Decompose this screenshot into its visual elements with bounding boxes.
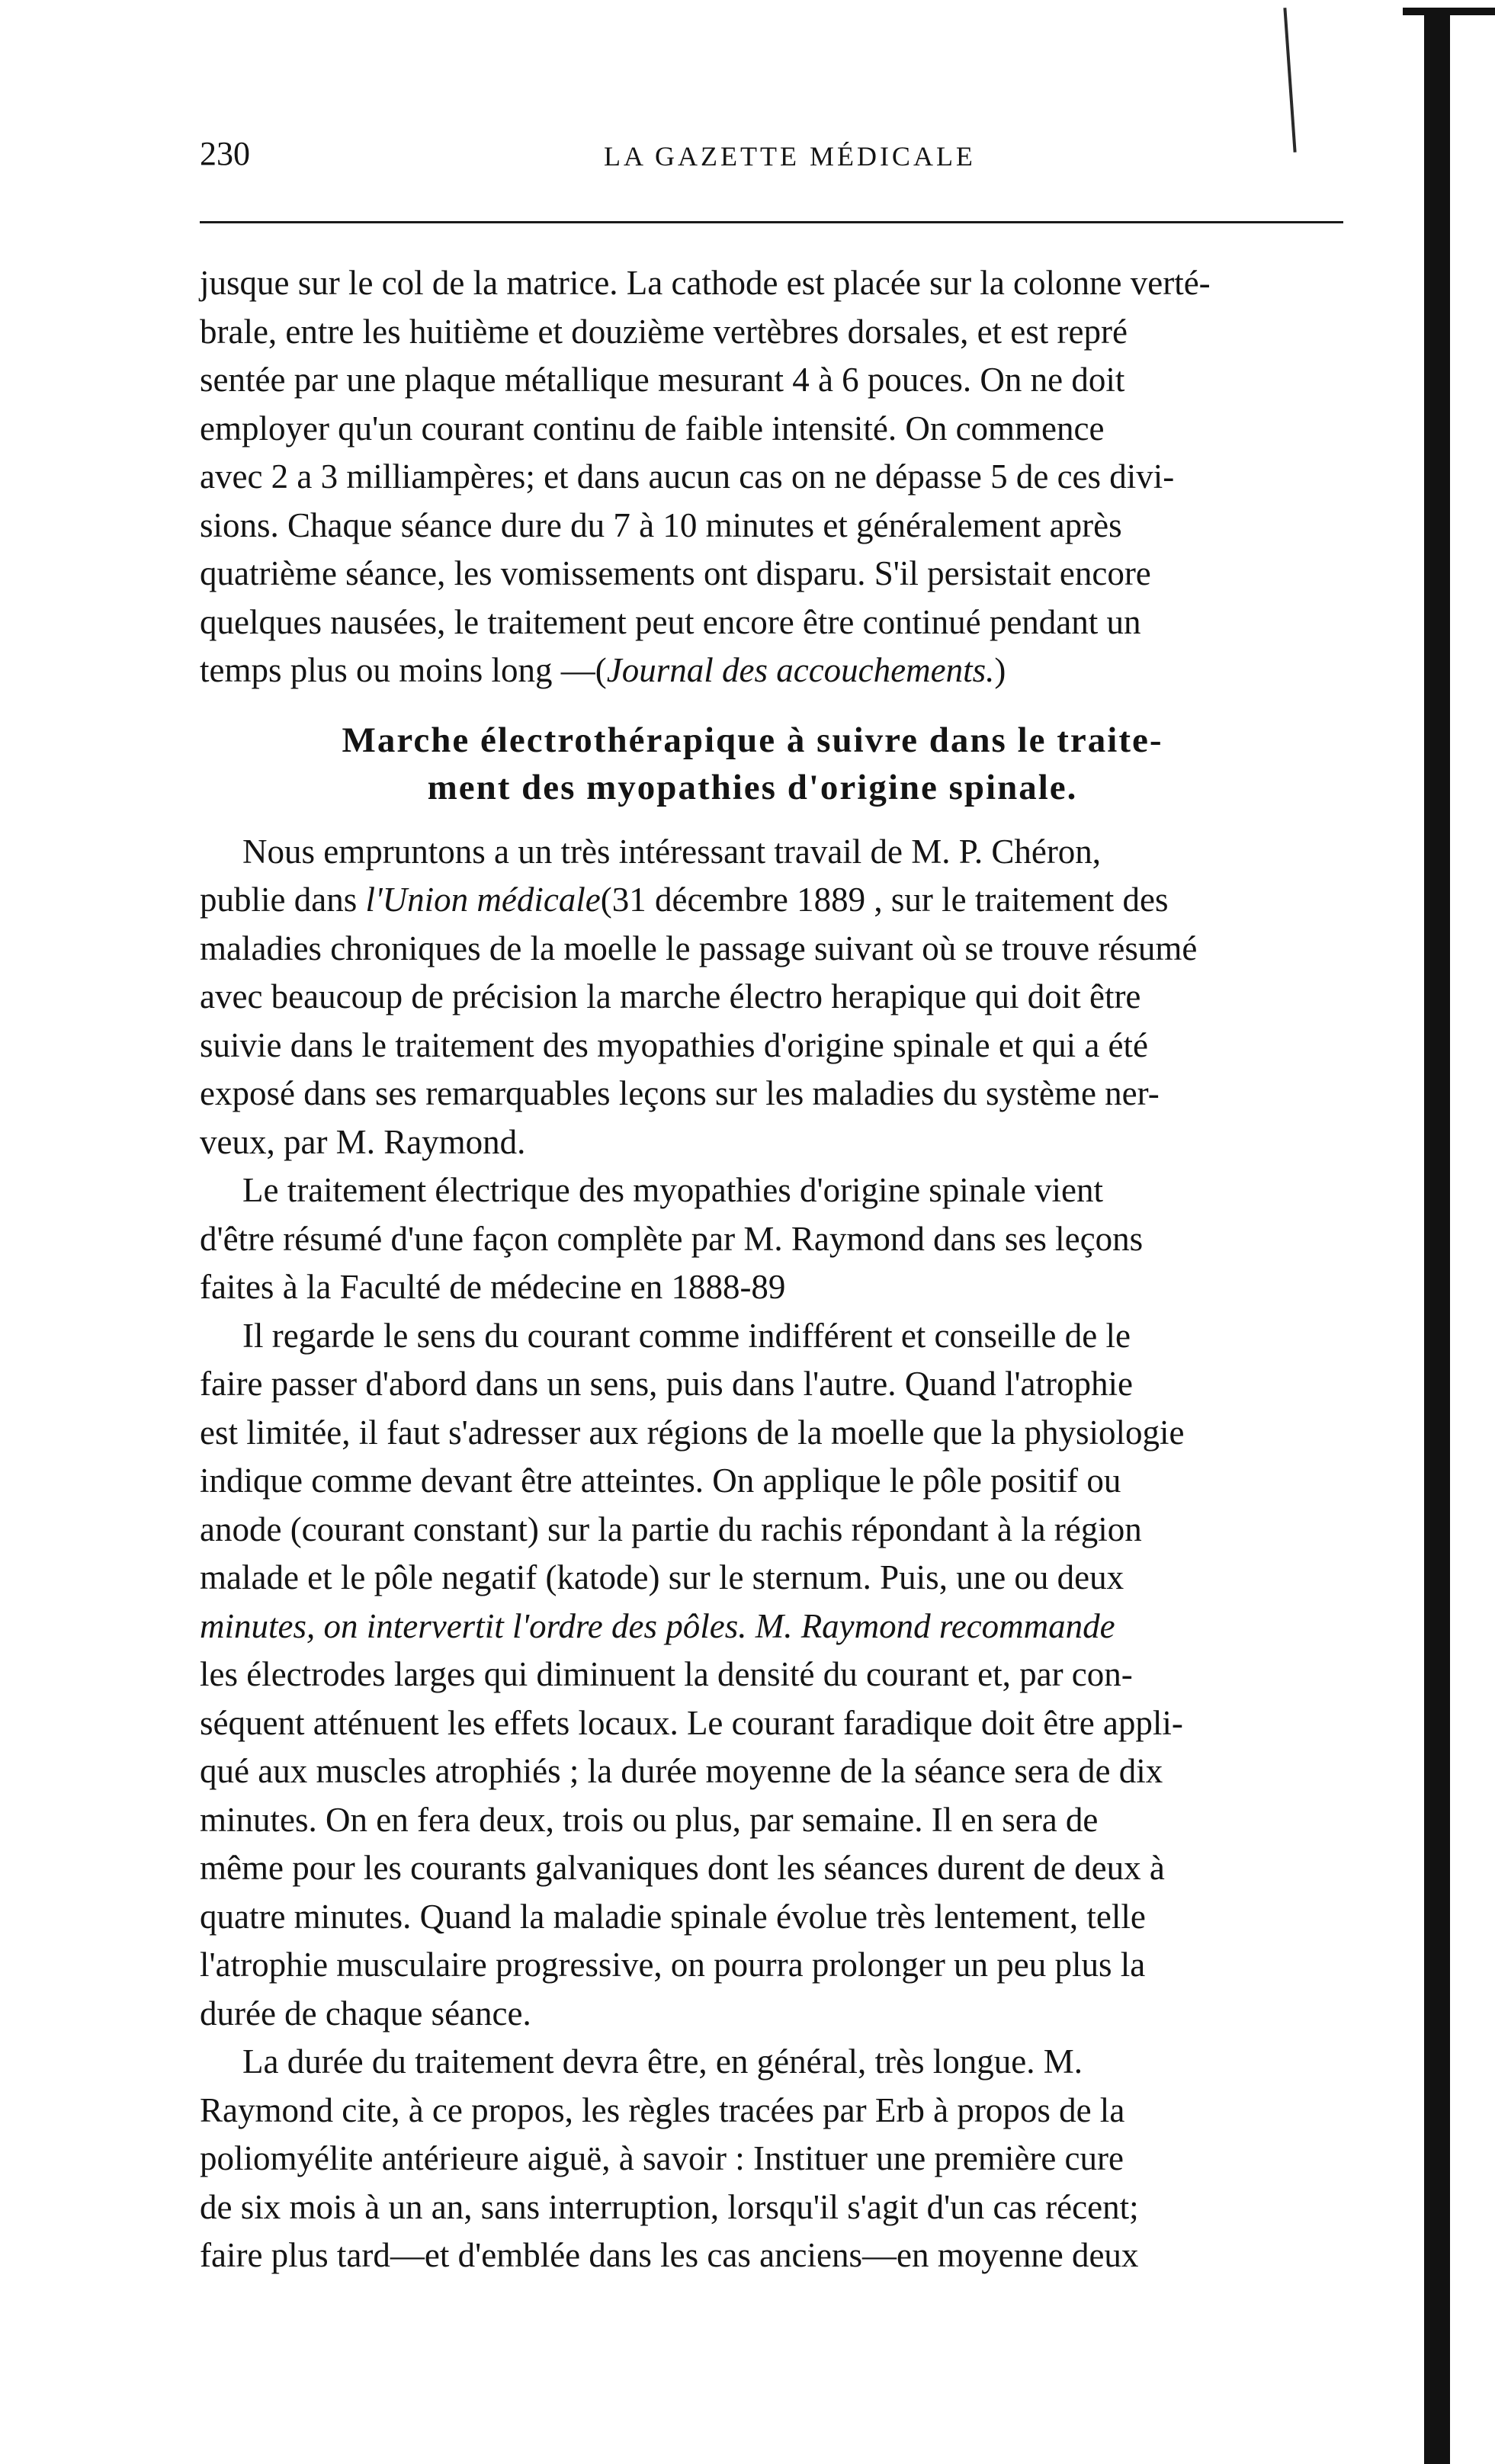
text-fragment: temps plus ou moins long —(	[200, 651, 607, 689]
text-line: employer qu'un courant continu de faible intensité. On commence	[200, 409, 1105, 448]
text-line: durée de chaque séance.	[200, 1994, 531, 2032]
text-line: suivie dans le traitement des myopathies d'origine spinale et qui a été	[200, 1025, 1149, 1064]
text-line: veux, par M. Raymond.	[200, 1122, 526, 1161]
text-line: avec 2 a 3 milliampères; et dans aucun cas on ne dépasse 5 de ces divi-	[200, 457, 1175, 496]
text-line: exposé dans ses remarquables leçons sur les maladies du système ner-	[200, 1074, 1160, 1112]
text-line: sentée par une plaque métallique mesurant 4 à 6 pouces. On ne doit	[200, 361, 1125, 399]
text-line: Le traitement électrique des myopathies d'origine spinale vient	[242, 1171, 1103, 1209]
text-line: Il regarde le sens du courant comme indifférent et conseille de le	[242, 1316, 1131, 1355]
heading-line: Marche électrothérapique à suivre dans le traite-	[342, 720, 1163, 760]
text-line	[200, 876, 1374, 925]
paragraph	[200, 1312, 1374, 2039]
text-fragment: M. Raymond recommande	[755, 1606, 1115, 1645]
text-line: faire passer d'abord dans un sens, puis dans l'autre. Quand l'atrophie	[200, 1365, 1133, 1403]
text-fragment: publie dans	[200, 881, 366, 919]
text-fragment: )	[994, 651, 1006, 689]
text-line	[200, 646, 1374, 695]
text-line: malade et le pôle negatif (katode) sur le sternum. Puis, une ou deux	[200, 1558, 1124, 1596]
text-line: quatre minutes. Quand la maladie spinale évolue très lentement, telle	[200, 1897, 1146, 1936]
heading-line: ment des myopathies d'origine spinale.	[427, 767, 1078, 807]
text-line: faites à la Faculté de médecine en 1888-89	[200, 1268, 786, 1306]
journal-title: l'Union médicale	[365, 881, 601, 919]
binding-edge	[1424, 8, 1450, 2464]
text-line: faire plus tard—et d'emblée dans les cas anciens—en moyenne deux	[200, 2236, 1139, 2274]
text-line: séquent atténuent les effets locaux. Le courant faradique doit être appli-	[200, 1703, 1183, 1742]
text-line: sions. Chaque séance dure du 7 à 10 minutes et généralement après	[200, 505, 1122, 544]
text-line: indique comme devant être atteintes. On applique le pôle positif ou	[200, 1461, 1121, 1500]
text-fragment: minutes, on intervertit l'ordre des pôles.	[200, 1606, 756, 1645]
text-line: quatrième séance, les vomissements ont disparu. S'il persistait encore	[200, 554, 1151, 592]
text-line: de six mois à un an, sans interruption, lorsqu'il s'agit d'un cas récent;	[200, 2187, 1139, 2226]
text-line	[200, 1603, 1374, 1651]
text-line: Raymond cite, à ce propos, les règles tracées par Erb à propos de la	[200, 2090, 1125, 2129]
text-line: minutes. On en fera deux, trois ou plus, par semaine. Il en sera de	[200, 1800, 1099, 1839]
text-line: l'atrophie musculaire progressive, on pourra prolonger un peu plus la	[200, 1946, 1146, 1984]
body-text	[200, 259, 1374, 2280]
text-line: avec beaucoup de précision la marche électro herapique qui doit être	[200, 977, 1141, 1015]
paragraph	[200, 2038, 1374, 2280]
text-line: brale, entre les huitième et douzième vertèbres dorsales, et est repré	[200, 312, 1128, 351]
text-line: quelques nausées, le traitement peut encore être continué pendant un	[200, 602, 1141, 641]
running-title: LA GAZETTE MÉDICALE	[604, 141, 976, 172]
text-line: jusque sur le col de la matrice. La cathode est placée sur la colonne verté-	[200, 264, 1211, 302]
paragraph	[200, 828, 1374, 1167]
text-line: maladies chroniques de la moelle le passage suivant où se trouve résumé	[200, 929, 1198, 967]
citation-journal: Journal des accouchements.	[606, 651, 995, 689]
header-rule	[200, 221, 1343, 223]
text-line: d'être résumé d'une façon complète par M. Raymond dans ses leçons	[200, 1219, 1144, 1258]
text-line: poliomyélite antérieure aiguë, à savoir : Instituer une première cure	[200, 2139, 1124, 2177]
text-line: est limitée, il faut s'adresser aux régions de la moelle que la physiologie	[200, 1413, 1185, 1452]
paragraph-continuation	[200, 259, 1374, 695]
section-heading	[200, 717, 1374, 811]
page-header	[200, 130, 1343, 183]
text-fragment: (31 décembre 1889 , sur le traitement des	[600, 881, 1169, 919]
text-line: les électrodes larges qui diminuent la densité du courant et, par con-	[200, 1655, 1133, 1693]
text-line: qué aux muscles atrophiés ; la durée moyenne de la séance sera de dix	[200, 1752, 1163, 1790]
text-line: même pour les courants galvaniques dont les séances durent de deux à	[200, 1849, 1165, 1887]
text-line: Nous empruntons a un très intéressant travail de M. P. Chéron,	[242, 832, 1102, 871]
page-number: 230	[200, 135, 250, 172]
text-line: La durée du traitement devra être, en général, très longue. M.	[242, 2042, 1083, 2081]
text-line: anode (courant constant) sur la partie du rachis répondant à la région	[200, 1510, 1142, 1548]
paragraph	[200, 1166, 1374, 1312]
